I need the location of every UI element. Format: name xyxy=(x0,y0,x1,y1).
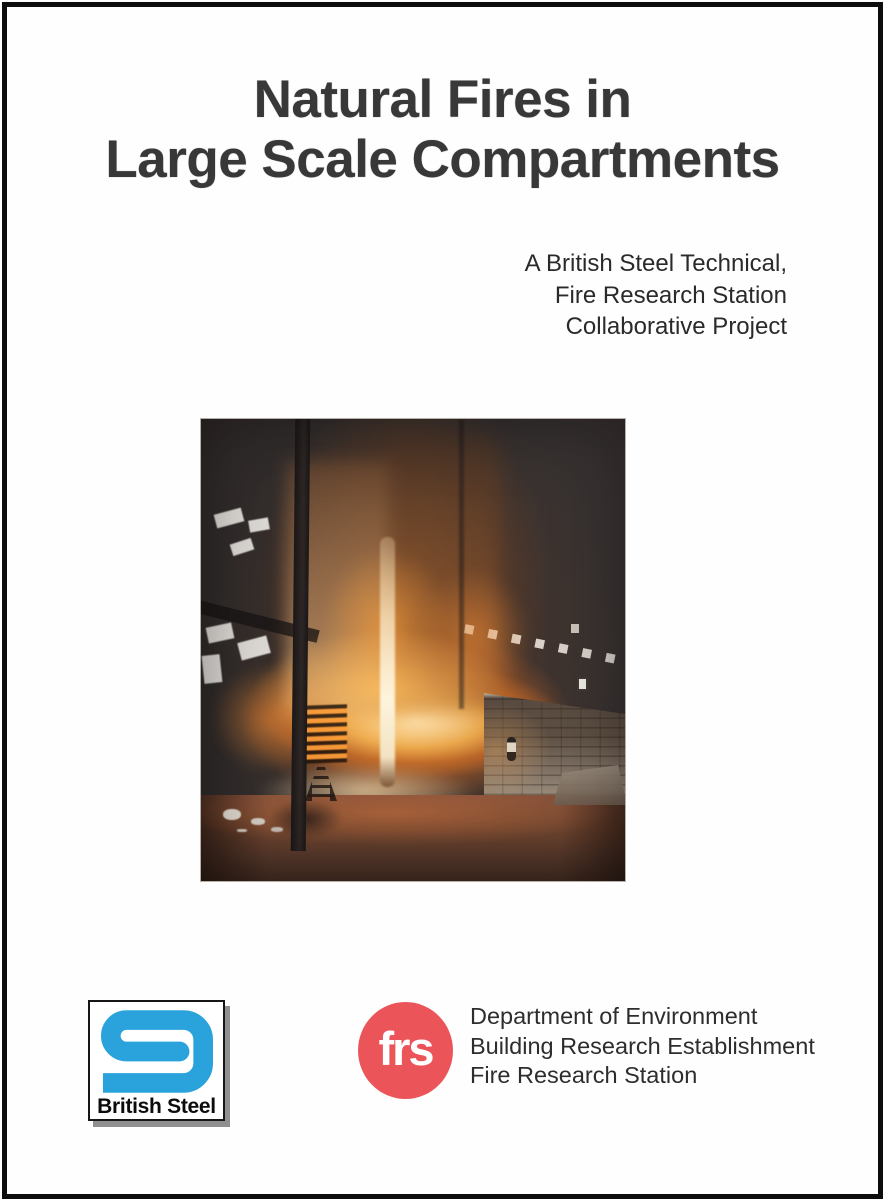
british-steel-s-icon xyxy=(101,1010,213,1093)
organisation-line-3: Fire Research Station xyxy=(470,1062,698,1088)
british-steel-label: British Steel xyxy=(97,1095,216,1118)
frs-logo xyxy=(358,1002,453,1099)
photo-person xyxy=(507,737,516,761)
frs-label: frs xyxy=(378,1022,433,1075)
fire-test-photo xyxy=(200,418,626,882)
photo-floor xyxy=(200,795,626,882)
photo-flame xyxy=(321,547,451,707)
photo-blockwork-wall xyxy=(484,681,625,803)
photo-target-marker xyxy=(577,677,588,691)
photo-flame xyxy=(211,664,331,774)
subtitle-line-3: Collaborative Project xyxy=(565,313,787,340)
photo-white-debris xyxy=(223,809,241,820)
photo-column-edge xyxy=(459,419,464,709)
organisation-lines xyxy=(470,1002,815,1091)
page-title xyxy=(0,70,885,190)
photo-fire-glow xyxy=(256,764,476,819)
photo-smoke-column-dark xyxy=(387,437,499,709)
title-line-2: Large Scale Compartments xyxy=(105,130,780,189)
photo-roof-truss xyxy=(200,600,320,643)
photo-skylight-patch xyxy=(214,508,245,529)
photo-skylight-patch xyxy=(206,622,235,643)
photo-roofline-lights xyxy=(464,624,626,667)
photo-flame-column xyxy=(380,537,395,787)
subtitle-line-1: A British Steel Technical, xyxy=(524,250,787,277)
photo-ramp xyxy=(553,765,626,805)
photo-skylight-patch xyxy=(237,635,271,660)
photo-skylight-patch xyxy=(230,538,255,556)
organisation-line-2: Building Research Establishment xyxy=(470,1032,815,1059)
british-steel-logo xyxy=(88,1000,225,1121)
title-line-1: Natural Fires in xyxy=(253,70,632,129)
photo-smoke-column-light xyxy=(287,461,393,713)
photo-target-marker-small xyxy=(571,624,579,633)
photo-fire-core xyxy=(256,629,506,749)
photo-flame xyxy=(416,569,531,704)
subtitle xyxy=(525,248,787,343)
photo-foreground-pole xyxy=(291,418,311,851)
organisation-line-1: Department of Environment xyxy=(470,1003,758,1029)
photo-ladder xyxy=(305,767,337,801)
photo-skylight-patch xyxy=(202,654,223,684)
photo-burning-crib xyxy=(303,704,347,764)
photo-skylight-patch xyxy=(248,517,270,532)
subtitle-line-2: Fire Research Station xyxy=(554,281,787,309)
photo-debris-mound xyxy=(269,799,343,839)
